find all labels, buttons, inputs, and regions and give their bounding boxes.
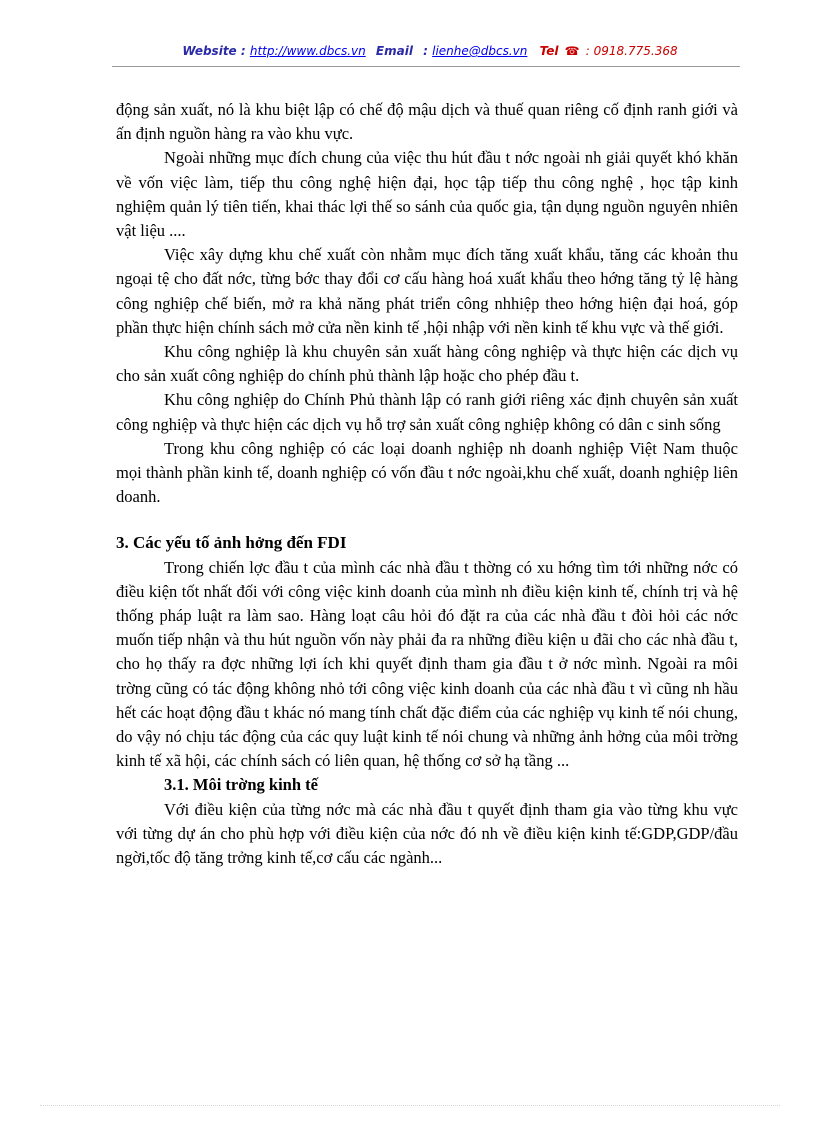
page-header xyxy=(120,44,740,58)
paragraph-7: Trong chiến lợc đầu t của mình các nhà đầu t thờng có xu hớng tìm tới những nớc có điều kiện tốt nhất đối với công việc kinh doanh của mình nh điều kiện kinh tế, chính trị và hệ thống pháp luật ra làm sao. Hàng loạt câu hỏi đó đặt ra của các nhà đầu t đòi hỏi các nớc muốn tiếp nhận và thu hút nguồn vốn này phải đa ra những điều kiện u đãi cho các nhà đầu t, cho họ thấy ra đợc những lợi ích khi quyết định tham gia đầu t ở nớc mình. Ngoài ra môi trờng cũng có tác động không nhỏ tới công việc kinh doanh của các nhà đầu t vì cũng nh hầu hết các hoạt động đầu t khác nó mang tính chất đặc điểm của các nghiệp vụ kinh tế nói chung, do vậy nó chịu tác động của các quy luật kinh tế nói chung và những ảnh hởng của môi trờng kinh tế xã hội, các chính sách có liên quan, hệ thống cơ sở hạ tầng ... xyxy=(116,557,738,771)
paragraph-3: Việc xây dựng khu chế xuất còn nhằm mục đích tăng xuất khẩu, tăng các khoản thu ngoại tệ cho đất nớc, từng bớc thay đổi cơ cấu hàng hoá xuất khẩu theo hớng tăng tỷ lệ hàng công nghiệp chế biến, mở ra khả năng phát triển công nhhiệp theo hớng hiện đại hoá, góp phần thực hiện chính sách mở cửa nền kinh tế ,hội nhập với nền kinh tế khu vực và thế giới. xyxy=(116,245,738,337)
paragraph-2: Ngoài những mục đích chung của việc thu hút đầu t nớc ngoài nh giải quyết khó khăn về vốn việc làm, tiếp thu công nghệ hiện đại, học tập tiếp thu công nghệ , học tập kinh nghiệm quản lý tiên tiến, khai thác lợi thế so sánh của quốc gia, tận dụng nguồn nguyên nhiên vật liệu .... xyxy=(116,148,738,241)
subsection-heading: 3.1. Môi trờng kinh tế xyxy=(164,775,318,795)
paragraph-1: động sản xuất, nó là khu biệt lập có chế độ mậu dịch và thuế quan riêng cố định ranh giới và ấn định nguồn hàng ra vào khu vực. xyxy=(116,100,738,144)
website-link[interactable]: http://www.dbcs.vn xyxy=(249,44,366,58)
email-link[interactable]: lienhe@dbcs.vn xyxy=(432,44,528,58)
website-label: Website : xyxy=(182,44,246,58)
header-divider xyxy=(112,66,740,67)
email-separator: : xyxy=(423,44,428,58)
footer-divider xyxy=(40,1105,780,1106)
document-body xyxy=(116,98,738,870)
email-label: Email xyxy=(375,44,413,58)
paragraph-5: Khu công nghiệp do Chính Phủ thành lập có ranh giới riêng xác định chuyên sản xuất công nghiệp và thực hiện các dịch vụ hỗ trợ sản xuất công nghiệp không có dân c sinh sống xyxy=(116,390,738,434)
phone-icon: ☎ xyxy=(564,44,580,58)
paragraph-6: Trong khu công nghiệp có các loại doanh nghiệp nh doanh nghiệp Việt Nam thuộc mọi thành phần kinh tế, doanh nghiệp có vốn đầu t nớc ngoài,khu chế xuất, doanh nghiệp liên doanh. xyxy=(116,438,738,507)
paragraph-4: Khu công nghiệp là khu chuyên sản xuất hàng công nghiệp và thực hiện các dịch vụ cho sản xuất công nghiệp do chính phủ thành lập hoặc cho phép đầu t. xyxy=(116,342,738,386)
section-heading: 3. Các yếu tố ảnh hởng đến FDI xyxy=(116,533,347,553)
tel-value: : 0918.775.368 xyxy=(585,44,678,58)
tel-label: Tel xyxy=(539,44,559,58)
paragraph-8: Với điều kiện của từng nớc mà các nhà đầu t quyết định tham gia vào từng khu vực với từng dự án cho phù hợp với điều kiện của nớc đó nh về điều kiện kinh tế:GDP,GDP/đầu ngời,tốc độ tăng trởng kinh tế,cơ cấu các ngành... xyxy=(116,799,738,868)
